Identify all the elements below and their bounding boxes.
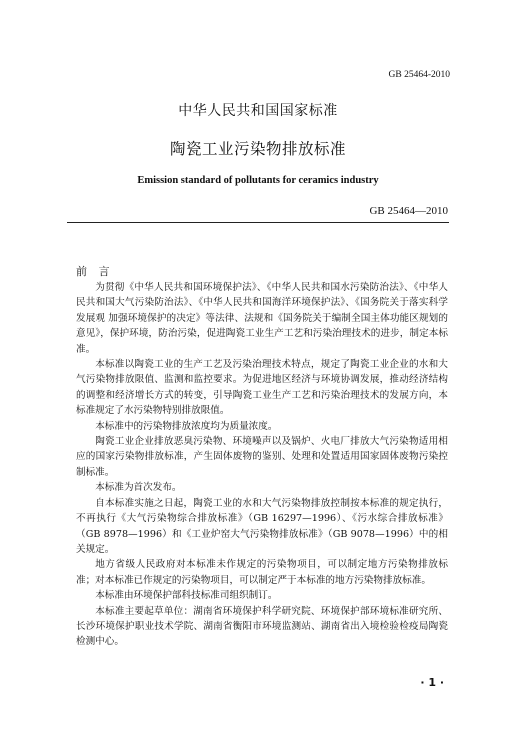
foreword-paragraph: 本标准由环境保护部科技标准司组织制订。	[95, 590, 278, 602]
standard-code: GB 25464—2010	[369, 205, 448, 217]
foreword-paragraph: 为贯彻《中华人民共和国环境保护法》、《中华人民共和国水污染防治法》、《中华人民共和国大气污染防治法》、《中华人民共和国海洋环境保护法》、《国务院关于落实科学发展观 加强环境保护的决定》等法律、法规和《国务院关于编制全国主体功能区规划的意见》，保护环境，防治污染，促进陶瓷工业生产工艺和污染治理技术的进步，制定本标准。	[76, 282, 448, 355]
standard-code-top: GB 25464-2010	[388, 70, 450, 80]
foreword-paragraph: 本标准以陶瓷工业的生产工艺及污染治理技术特点，规定了陶瓷工业企业的水和大气污染物排放限值、监测和监控要求。为促进地区经济与环境协调发展，推动经济结构的调整和经济增长方式的转变，引导陶瓷工业生产工艺和污染治理技术的发展方向，本标准规定了水污染物特别排放限值。	[76, 359, 448, 417]
foreword-paragraph: 自本标准实施之日起，陶瓷工业的水和大气污染物排放控制按本标准的规定执行，不再执行《大气污染物综合排放标准》（GB 16297—1996）、《污水综合排放标准》（GB 8978—1996）和《工业炉窑大气污染物排放标准》（GB 9078—1996）中的相关规定。	[76, 497, 448, 555]
issuer-title: 中华人民共和国国家标准	[178, 103, 338, 119]
foreword-paragraph: 地方省级人民政府对本标准未作规定的污染物项目，可以制定地方污染物排放标准；对本标准已作规定的污染物项目，可以制定严于本标准的地方污染物排放标准。	[76, 559, 448, 586]
foreword-body	[76, 280, 448, 650]
document-title-chinese: 陶瓷工业污染物排放标准	[169, 140, 346, 158]
document-title-english: Emission standard of pollutants for ceramics industry	[137, 175, 379, 186]
page-number: · 1 ·	[420, 676, 444, 689]
foreword-paragraph: 本标准为首次发布。	[95, 482, 182, 494]
foreword-paragraph: 本标准中的污染物排放浓度均为质量浓度。	[95, 420, 278, 432]
header-divider	[67, 222, 449, 223]
foreword-paragraph: 本标准主要起草单位：湖南省环境保护科学研究院、环境保护部环境标准研究所、长沙环境保护职业技术学院、湖南省衡阳市环境监测站、湖南省出入境检验检疫局陶瓷检测中心。	[76, 605, 448, 648]
foreword-heading: 前 言	[76, 265, 114, 278]
foreword-paragraph: 陶瓷工业企业排放恶臭污染物、环境噪声以及锅炉、火电厂排放大气污染物适用相应的国家污染物排放标准，产生固体废物的鉴别、处理和处置适用国家固体废物污染控制标准。	[76, 436, 448, 478]
